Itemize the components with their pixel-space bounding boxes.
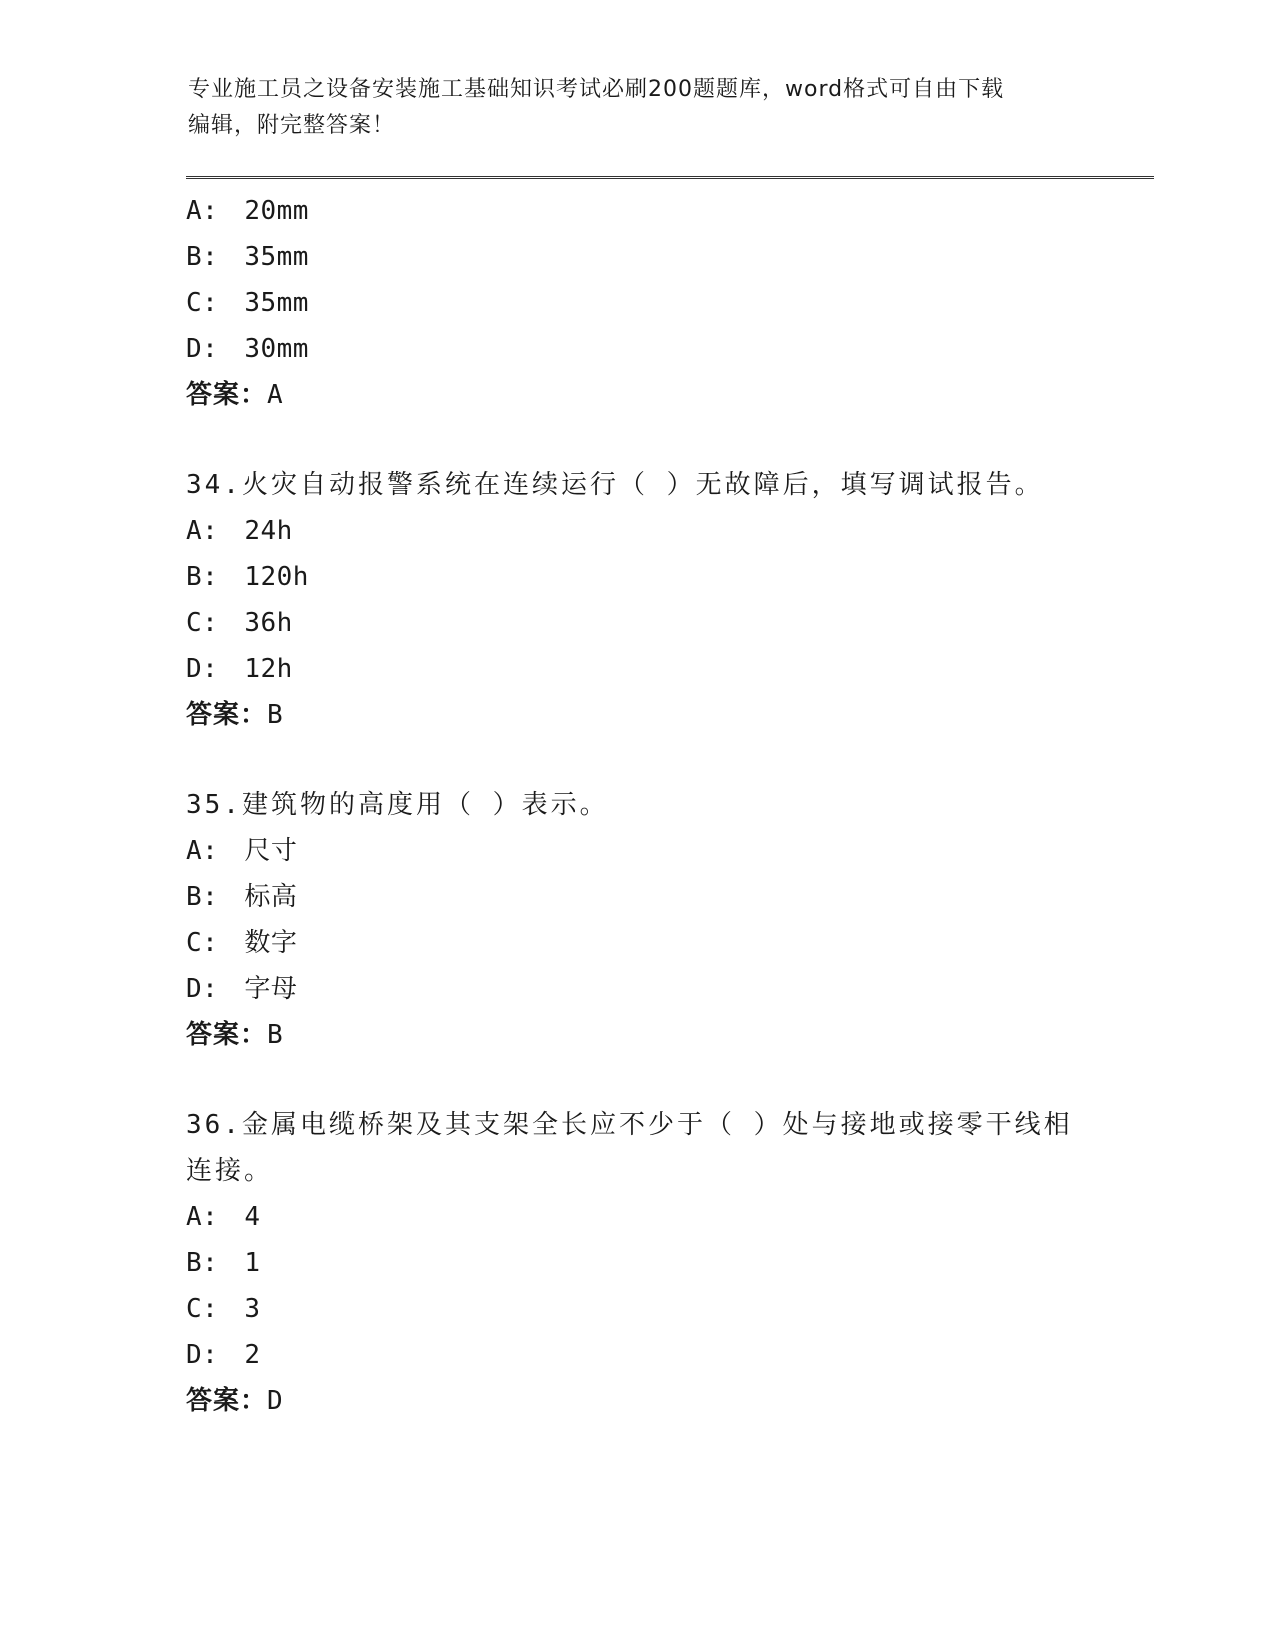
header-divider bbox=[186, 176, 1154, 179]
document-header bbox=[188, 72, 1088, 144]
option-c: C: 36h bbox=[186, 608, 293, 638]
question-text: 34.火灾自动报警系统在连续运行（ ）无故障后，填写调试报告。 bbox=[186, 470, 1044, 500]
option-text: 4 bbox=[244, 1202, 261, 1232]
option-text: 30mm bbox=[244, 334, 309, 364]
option-c: C: 数字 bbox=[186, 928, 298, 958]
question-33 bbox=[186, 188, 1086, 418]
option-b: B: 1 bbox=[186, 1248, 261, 1278]
header-title-line-1: 专业施工员之设备安装施工基础知识考试必刷200题题库，word格式可自由下载 bbox=[188, 77, 1005, 102]
question-35 bbox=[186, 782, 1086, 1058]
answer-line bbox=[186, 372, 1086, 418]
option-a: A: 4 bbox=[186, 1202, 261, 1232]
answer-value: B bbox=[267, 700, 284, 730]
header-title-line-2: 编辑，附完整答案！ bbox=[188, 113, 396, 138]
option-b: B: 35mm bbox=[186, 242, 309, 272]
option-b: B: 120h bbox=[186, 562, 309, 592]
option-text: 1 bbox=[244, 1248, 261, 1278]
option-c: C: 35mm bbox=[186, 288, 309, 318]
answer-label: 答案： bbox=[186, 1386, 268, 1416]
option-text: 120h bbox=[244, 562, 309, 592]
question-text-line-2: 连接。 bbox=[186, 1156, 274, 1186]
option-text: 数字 bbox=[244, 928, 298, 958]
option-a: A: 尺寸 bbox=[186, 836, 298, 866]
option-text: 字母 bbox=[244, 974, 298, 1004]
option-text: 35mm bbox=[244, 242, 309, 272]
answer-label: 答案： bbox=[186, 380, 268, 410]
option-text: 35mm bbox=[244, 288, 309, 318]
question-text bbox=[186, 1102, 1086, 1194]
answer-value: D bbox=[267, 1386, 284, 1416]
option-d: D: 字母 bbox=[186, 974, 298, 1004]
answer-line bbox=[186, 1012, 1086, 1058]
question-list bbox=[186, 188, 1086, 1424]
option-a: A: 24h bbox=[186, 516, 293, 546]
option-text: 尺寸 bbox=[244, 836, 298, 866]
answer-value: A bbox=[267, 380, 284, 410]
option-text: 2 bbox=[244, 1340, 261, 1370]
option-text: 3 bbox=[244, 1294, 261, 1324]
option-a: A: 20mm bbox=[186, 196, 309, 226]
option-c: C: 3 bbox=[186, 1294, 261, 1324]
option-text: 12h bbox=[244, 654, 293, 684]
answer-label: 答案： bbox=[186, 1020, 268, 1050]
answer-label: 答案： bbox=[186, 700, 268, 730]
option-text: 标高 bbox=[244, 882, 298, 912]
option-d: D: 30mm bbox=[186, 334, 309, 364]
question-34 bbox=[186, 462, 1086, 738]
option-d: D: 2 bbox=[186, 1340, 261, 1370]
answer-value: B bbox=[267, 1020, 284, 1050]
answer-line bbox=[186, 1378, 1086, 1424]
option-text: 24h bbox=[244, 516, 293, 546]
answer-line bbox=[186, 692, 1086, 738]
option-text: 36h bbox=[244, 608, 293, 638]
question-text: 35.建筑物的高度用（ ）表示。 bbox=[186, 790, 609, 820]
question-text-line-1: 36.金属电缆桥架及其支架全长应不少于（ ）处与接地或接零干线相 bbox=[186, 1110, 1073, 1140]
question-36 bbox=[186, 1102, 1086, 1424]
option-b: B: 标高 bbox=[186, 882, 298, 912]
option-d: D: 12h bbox=[186, 654, 293, 684]
option-text: 20mm bbox=[244, 196, 309, 226]
